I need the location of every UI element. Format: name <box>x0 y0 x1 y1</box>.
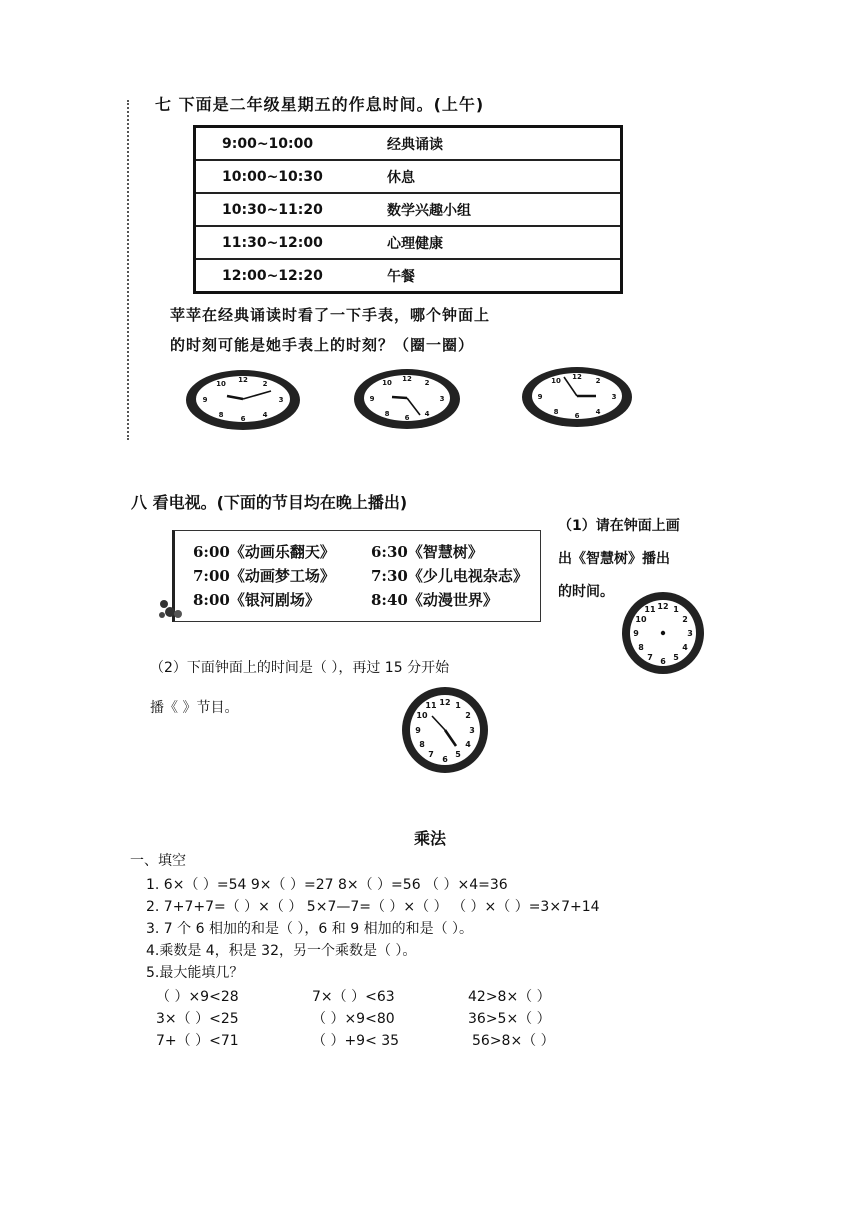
exercise-line: 2. 7+7+7=（ ）×（ ） 5×7—7=（ ）×（ ） （ ）×（ ）=3×7+14 <box>146 899 600 915</box>
svg-text:1: 1 <box>673 605 679 614</box>
time-cell: 9:00~10:00 <box>195 127 386 161</box>
schedule-table <box>193 125 623 294</box>
table-row <box>195 259 622 293</box>
svg-text:2: 2 <box>262 380 268 388</box>
svg-text:3: 3 <box>687 629 693 638</box>
svg-text:12: 12 <box>572 373 582 381</box>
svg-text:10: 10 <box>416 711 428 720</box>
table-row <box>195 127 622 161</box>
svg-text:6: 6 <box>574 412 580 420</box>
table-row <box>195 193 622 226</box>
svg-text:3: 3 <box>278 396 284 404</box>
svg-text:2: 2 <box>682 615 688 624</box>
table-row <box>195 226 622 259</box>
svg-text:4: 4 <box>595 408 601 416</box>
svg-text:9: 9 <box>537 393 543 401</box>
svg-text:7: 7 <box>428 750 434 759</box>
oval-clock-1[interactable] <box>183 367 303 433</box>
svg-text:3: 3 <box>469 726 475 735</box>
svg-text:6: 6 <box>240 415 246 423</box>
svg-text:2: 2 <box>424 379 430 387</box>
inequality: 36>5×（ ） <box>468 1011 551 1027</box>
svg-text:8: 8 <box>218 411 224 419</box>
program-item: 6:30《智慧树》 <box>371 543 483 561</box>
svg-text:9: 9 <box>202 396 208 404</box>
svg-text:9: 9 <box>415 726 421 735</box>
section7-question <box>170 300 490 360</box>
svg-text:2: 2 <box>595 377 601 385</box>
activity-cell: 午餐 <box>385 259 622 293</box>
time-cell: 11:30~12:00 <box>195 226 386 259</box>
activity-cell: 经典诵读 <box>385 127 622 161</box>
svg-text:3: 3 <box>611 393 617 401</box>
svg-text:8: 8 <box>419 740 425 749</box>
question-line: 苹苹在经典诵读时看了一下手表，哪个钟面上 <box>170 306 491 324</box>
program-item: 7:30《少儿电视杂志》 <box>371 567 528 585</box>
inequality: 3×（ ）<25 <box>156 1011 239 1027</box>
decor-sprite <box>158 596 186 620</box>
svg-text:6: 6 <box>660 657 666 666</box>
svg-text:10: 10 <box>216 380 226 388</box>
svg-text:4: 4 <box>465 740 471 749</box>
svg-text:6: 6 <box>442 755 448 764</box>
svg-text:4: 4 <box>424 410 430 418</box>
svg-text:10: 10 <box>382 379 392 387</box>
inequality: 56>8×（ ） <box>472 1033 555 1049</box>
exercise-line: 5.最大能填几？ <box>146 965 244 981</box>
exercise-line: 4.乘数是 4，积是 32，另一个乘数是（ ）。 <box>146 943 417 959</box>
svg-text:5: 5 <box>455 750 461 759</box>
svg-text:10: 10 <box>551 377 561 385</box>
part1-heading: 一、填空 <box>130 853 186 869</box>
inequality: 7+（ ）<71 <box>156 1033 239 1049</box>
svg-text:8: 8 <box>553 408 559 416</box>
section8-heading: 八 看电视。(下面的节目均在晚上播出) <box>131 493 408 512</box>
dotted-margin-line <box>127 100 129 440</box>
section7-heading: 七 下面是二年级星期五的作息时间。(上午) <box>155 95 485 114</box>
question-line: （1）请在钟面上画 <box>558 518 680 534</box>
svg-text:12: 12 <box>238 376 248 384</box>
inequality: （ ）×9<80 <box>312 1011 395 1027</box>
svg-text:9: 9 <box>633 629 639 638</box>
inequality: （ ）+9< 35 <box>312 1033 400 1049</box>
time-cell: 10:30~11:20 <box>195 193 386 226</box>
svg-text:10: 10 <box>635 615 647 624</box>
program-item: 6:00《动画乐翻天》 <box>193 543 335 561</box>
svg-text:6: 6 <box>404 414 410 422</box>
svg-text:11: 11 <box>644 605 656 614</box>
svg-text:11: 11 <box>425 701 437 710</box>
svg-text:2: 2 <box>465 711 471 720</box>
question-line: 的时刻可能是她手表上的时刻？（圈一圈） <box>170 336 475 354</box>
program-item: 8:00《银河剧场》 <box>193 591 320 609</box>
activity-cell: 心理健康 <box>385 226 622 259</box>
svg-text:9: 9 <box>369 395 375 403</box>
svg-text:7: 7 <box>647 653 653 662</box>
program-item: 7:00《动画梦工场》 <box>193 567 335 585</box>
multiplication-title: 乘法 <box>413 829 446 848</box>
question-line: 的时间。 <box>558 584 614 600</box>
svg-text:8: 8 <box>384 410 390 418</box>
program-item: 8:40《动漫世界》 <box>371 591 498 609</box>
svg-text:1: 1 <box>455 701 461 710</box>
inequality: （ ）×9<28 <box>156 989 239 1005</box>
table-row <box>195 160 622 193</box>
oval-clock-2[interactable] <box>352 367 462 431</box>
exercise-line: 3. 7 个 6 相加的和是（ ），6 和 9 相加的和是（ ）。 <box>146 921 474 937</box>
time-cell: 12:00~12:20 <box>195 259 386 293</box>
svg-text:3: 3 <box>439 395 445 403</box>
svg-text:8: 8 <box>638 643 644 652</box>
question-line: 播《 》节目。 <box>150 700 239 716</box>
inequality: 7×（ ）<63 <box>312 989 395 1005</box>
program-list <box>172 530 541 622</box>
time-clock[interactable] <box>400 685 490 775</box>
activity-cell: 数学兴趣小组 <box>385 193 622 226</box>
svg-text:12: 12 <box>402 375 412 383</box>
question-line: （2）下面钟面上的时间是（ ），再过 15 分开始 <box>150 660 450 676</box>
inequality: 42>8×（ ） <box>468 989 551 1005</box>
question-line: 出《智慧树》播出 <box>558 551 670 567</box>
time-cell: 10:00~10:30 <box>195 160 386 193</box>
oval-clock-3[interactable] <box>520 365 635 429</box>
activity-cell: 休息 <box>385 160 622 193</box>
blank-clock[interactable] <box>620 590 706 676</box>
svg-text:5: 5 <box>673 653 679 662</box>
svg-text:4: 4 <box>682 643 688 652</box>
svg-text:12: 12 <box>657 602 669 611</box>
svg-text:12: 12 <box>439 698 451 707</box>
svg-text:4: 4 <box>262 411 268 419</box>
exercise-line: 1. 6×（ ）=54 9×（ ）=27 8×（ ）=56 （ ）×4=36 <box>146 877 508 893</box>
